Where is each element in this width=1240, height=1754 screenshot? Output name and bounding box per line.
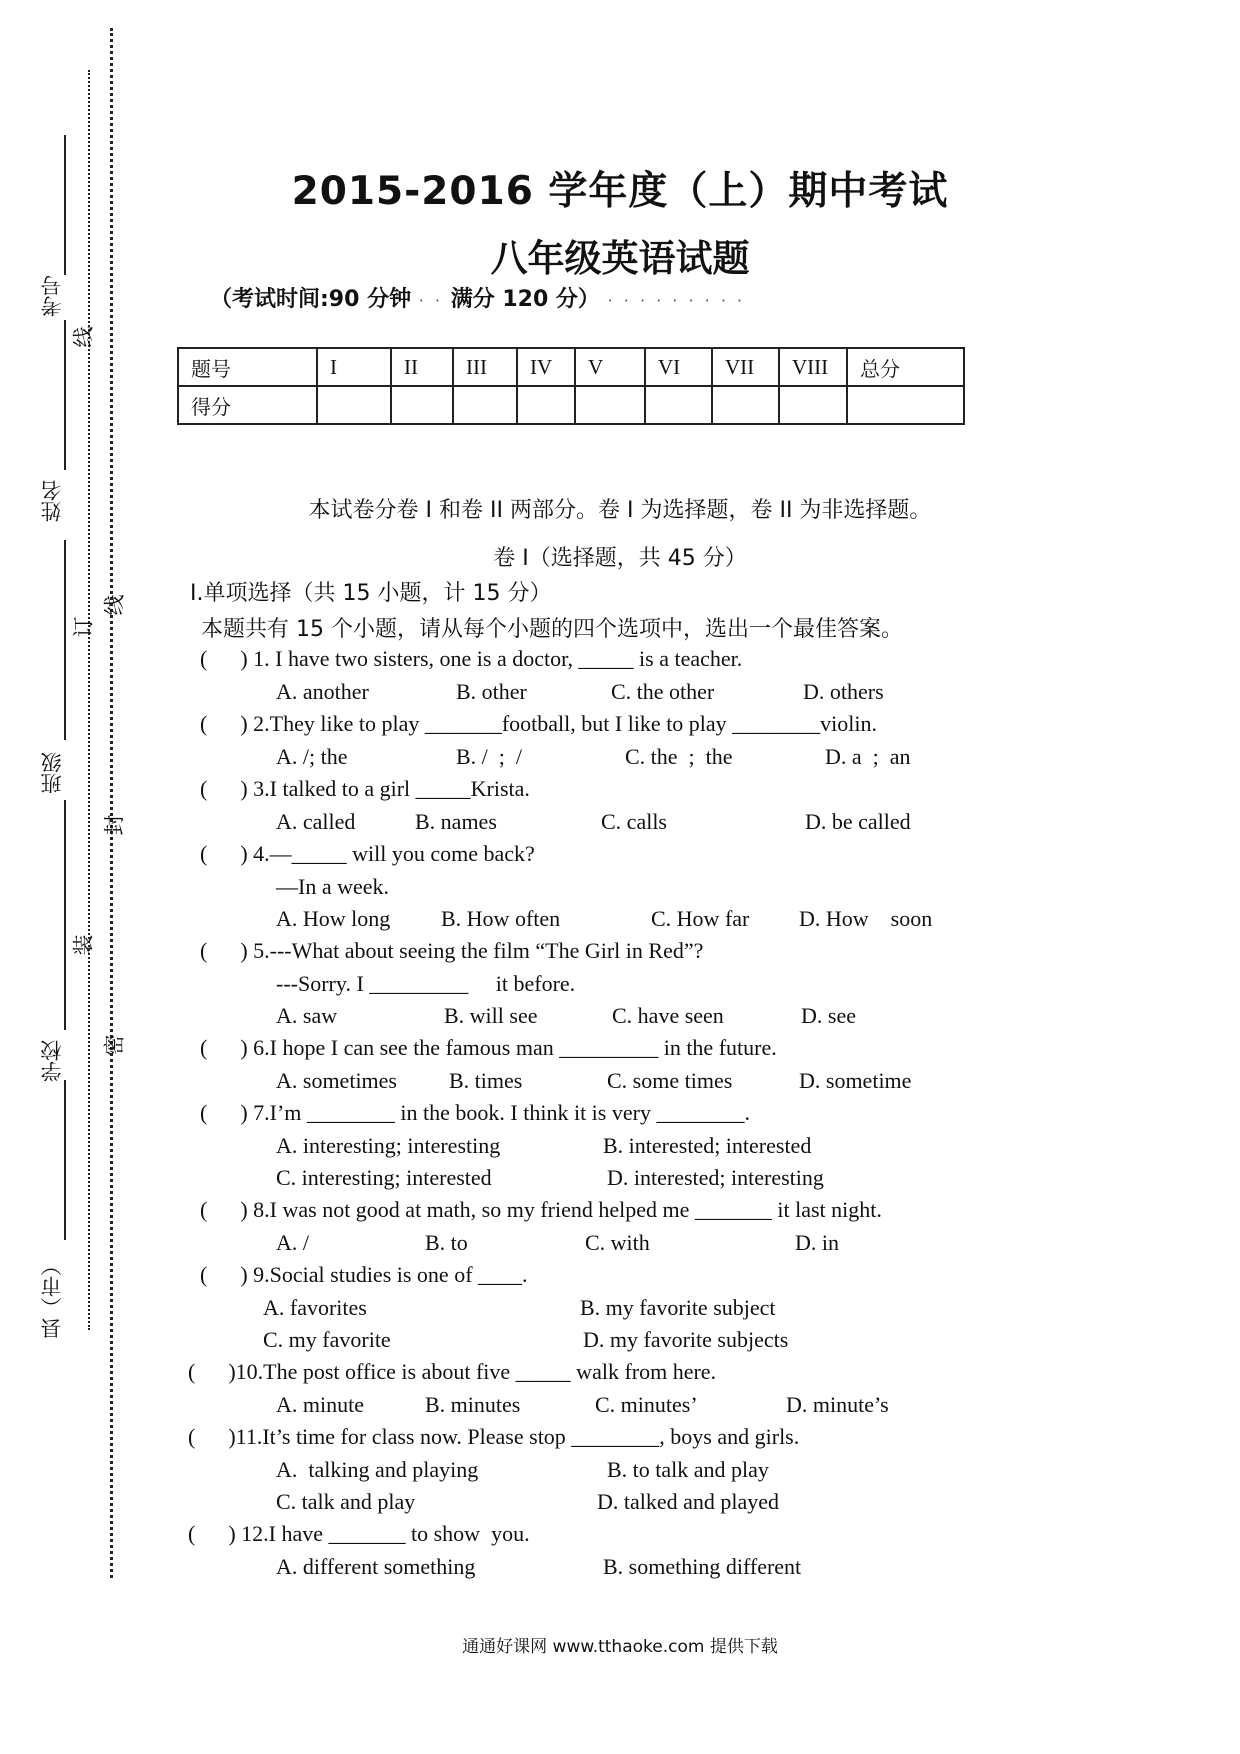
score-input-total[interactable] xyxy=(847,386,964,424)
page-footer: 通通好课网 www.tthaoke.com 提供下载 xyxy=(462,1637,778,1657)
part-one-heading: 卷 I（选择题，共 45 分） xyxy=(493,546,747,571)
q5-option-d: D. see xyxy=(801,1003,856,1028)
question-4: ( ) 4.—_____ will you come back? xyxy=(200,841,535,866)
section-instruction: 本题共有 15 个小题，请从每个小题的四个选项中，选出一个最佳答案。 xyxy=(201,617,903,642)
full-score: 满分 120 分） xyxy=(450,287,600,312)
q11-option-a: A. talking and playing xyxy=(276,1457,479,1482)
q4-option-a: A. How long xyxy=(276,906,391,931)
question-6: ( ) 6.I hope I can see the famous man _________ in the future. xyxy=(200,1035,777,1060)
q2-option-a: A. /; the xyxy=(276,744,348,769)
score-input-i[interactable] xyxy=(317,386,391,424)
q1-option-a: A. another xyxy=(276,679,369,704)
q9-option-d: D. my favorite subjects xyxy=(583,1327,789,1352)
question-1: ( ) 1. I have two sisters, one is a doctor, _____ is a teacher. xyxy=(200,646,743,671)
score-cell-iii: III xyxy=(453,348,517,386)
label-name: 姓名 xyxy=(40,480,64,522)
question-11: ( )11.It’s time for class now. Please stop ________, boys and girls. xyxy=(188,1424,800,1449)
seal-char-feng: 封 xyxy=(102,814,127,836)
label-county: 县（市） xyxy=(40,1255,64,1339)
score-input-vii[interactable] xyxy=(712,386,779,424)
q6-option-c: C. some times xyxy=(607,1068,733,1093)
label-class: 班级 xyxy=(40,752,64,794)
score-cell-iv: IV xyxy=(517,348,575,386)
paper-intro: 本试卷分卷 I 和卷 II 两部分。卷 I 为选择题，卷 II 为非选择题。 xyxy=(308,498,932,523)
q7-option-a: A. interesting; interesting xyxy=(276,1133,501,1158)
score-cell-label: 题号 xyxy=(178,348,317,386)
score-cell-vii: VII xyxy=(712,348,779,386)
q9-option-a: A. favorites xyxy=(263,1295,367,1320)
q5-option-b: B. will see xyxy=(444,1003,538,1028)
question-7: ( ) 7.I’m ________ in the book. I think it is very ________. xyxy=(200,1100,750,1125)
q7-option-b: B. interested; interested xyxy=(603,1133,812,1158)
q9-option-b: B. my favorite subject xyxy=(580,1295,776,1320)
q12-option-b: B. something different xyxy=(603,1554,802,1579)
q11-option-d: D. talked and played xyxy=(597,1489,780,1514)
q10-option-b: B. minutes xyxy=(425,1392,521,1417)
score-input-v[interactable] xyxy=(575,386,645,424)
q7-option-c: C. interesting; interested xyxy=(276,1165,492,1190)
question-2: ( ) 2.They like to play _______football, but I like to play ________violin. xyxy=(200,711,878,736)
seal-char-zhuang: 装 xyxy=(71,934,96,956)
score-cell-vi: VI xyxy=(645,348,712,386)
score-cell-v: V xyxy=(575,348,645,386)
q6-option-a: A. sometimes xyxy=(276,1068,397,1093)
seal-char-mi: 密 xyxy=(102,1034,127,1056)
q8-option-a: A. / xyxy=(276,1230,309,1255)
seal-char-xian: 线 xyxy=(102,594,127,616)
q4-option-b: B. How often xyxy=(441,906,561,931)
score-table xyxy=(177,347,965,425)
q8-option-b: B. to xyxy=(425,1230,468,1255)
score-input-ii[interactable] xyxy=(391,386,453,424)
score-cell-total: 总分 xyxy=(847,348,964,386)
q6-option-b: B. times xyxy=(449,1068,523,1093)
q3-option-a: A. called xyxy=(276,809,356,834)
score-input-viii[interactable] xyxy=(779,386,847,424)
question-5: ( ) 5.---What about seeing the film “The Girl in Red”? xyxy=(200,938,704,963)
question-3: ( ) 3.I talked to a girl _____Krista. xyxy=(200,776,530,801)
score-table-header-row xyxy=(178,348,964,386)
q5-option-c: C. have seen xyxy=(612,1003,724,1028)
section-one-heading: I.单项选择（共 15 小题，计 15 分） xyxy=(190,581,552,606)
question-9: ( ) 9.Social studies is one of ____. xyxy=(200,1262,528,1287)
dots-b: · · · · · · · · · xyxy=(607,291,746,310)
score-cell-viii: VIII xyxy=(779,348,847,386)
score-table-score-row xyxy=(178,386,964,424)
exam-subtitle: 八年级英语试题 xyxy=(490,237,750,280)
q10-option-a: A. minute xyxy=(276,1392,364,1417)
score-input-iv[interactable] xyxy=(517,386,575,424)
q3-option-c: C. calls xyxy=(601,809,667,834)
q4-option-d: D. How soon xyxy=(799,906,933,931)
q5-option-a: A. saw xyxy=(276,1003,338,1028)
q1-option-b: B. other xyxy=(456,679,527,704)
question-8: ( ) 8.I was not good at math, so my friend helped me _______ it last night. xyxy=(200,1197,882,1222)
question-12: ( ) 12.I have _______ to show you. xyxy=(188,1521,530,1546)
exam-info xyxy=(210,282,745,313)
q10-option-d: D. minute’s xyxy=(786,1392,889,1417)
label-exam-number: 考号 xyxy=(40,275,64,317)
q11-option-c: C. talk and play xyxy=(276,1489,416,1514)
score-input-iii[interactable] xyxy=(453,386,517,424)
q4-option-c: C. How far xyxy=(651,906,750,931)
q3-option-b: B. names xyxy=(415,809,497,834)
score-cell-ii: II xyxy=(391,348,453,386)
q1-option-c: C. the other xyxy=(611,679,715,704)
q2-option-b: B. / ; / xyxy=(456,744,523,769)
exam-time: （考试时间:90 分钟 xyxy=(210,287,412,312)
q2-option-c: C. the ; the xyxy=(625,744,733,769)
dots-a: · · xyxy=(418,291,444,310)
q7-option-d: D. interested; interesting xyxy=(607,1165,824,1190)
q5-answer-line: ---Sorry. I _________ it before. xyxy=(276,971,576,996)
q12-option-a: A. different something xyxy=(276,1554,476,1579)
q11-option-b: B. to talk and play xyxy=(607,1457,769,1482)
q8-option-c: C. with xyxy=(585,1230,650,1255)
q2-option-d: D. a ; an xyxy=(825,744,911,769)
q1-option-d: D. others xyxy=(803,679,884,704)
question-10: ( )10.The post office is about five _____ walk from here. xyxy=(188,1359,717,1384)
exam-title: 2015-2016 学年度（上）期中考试 xyxy=(291,169,949,214)
q4-answer-line: —In a week. xyxy=(276,874,390,899)
score-input-vi[interactable] xyxy=(645,386,712,424)
score-row-label: 得分 xyxy=(178,386,317,424)
q10-option-c: C. minutes’ xyxy=(595,1392,698,1417)
q3-option-d: D. be called xyxy=(805,809,911,834)
field-line-name xyxy=(64,320,66,470)
score-cell-i: I xyxy=(317,348,391,386)
seal-char-ding: 订 xyxy=(71,616,96,638)
field-line-county xyxy=(64,1080,66,1240)
field-line-school xyxy=(64,800,66,1030)
q6-option-d: D. sometime xyxy=(799,1068,912,1093)
seal-char-xian-top: 线 xyxy=(71,326,96,348)
label-school: 学校 xyxy=(40,1040,64,1082)
q9-option-c: C. my favorite xyxy=(263,1327,391,1352)
q8-option-d: D. in xyxy=(795,1230,839,1255)
